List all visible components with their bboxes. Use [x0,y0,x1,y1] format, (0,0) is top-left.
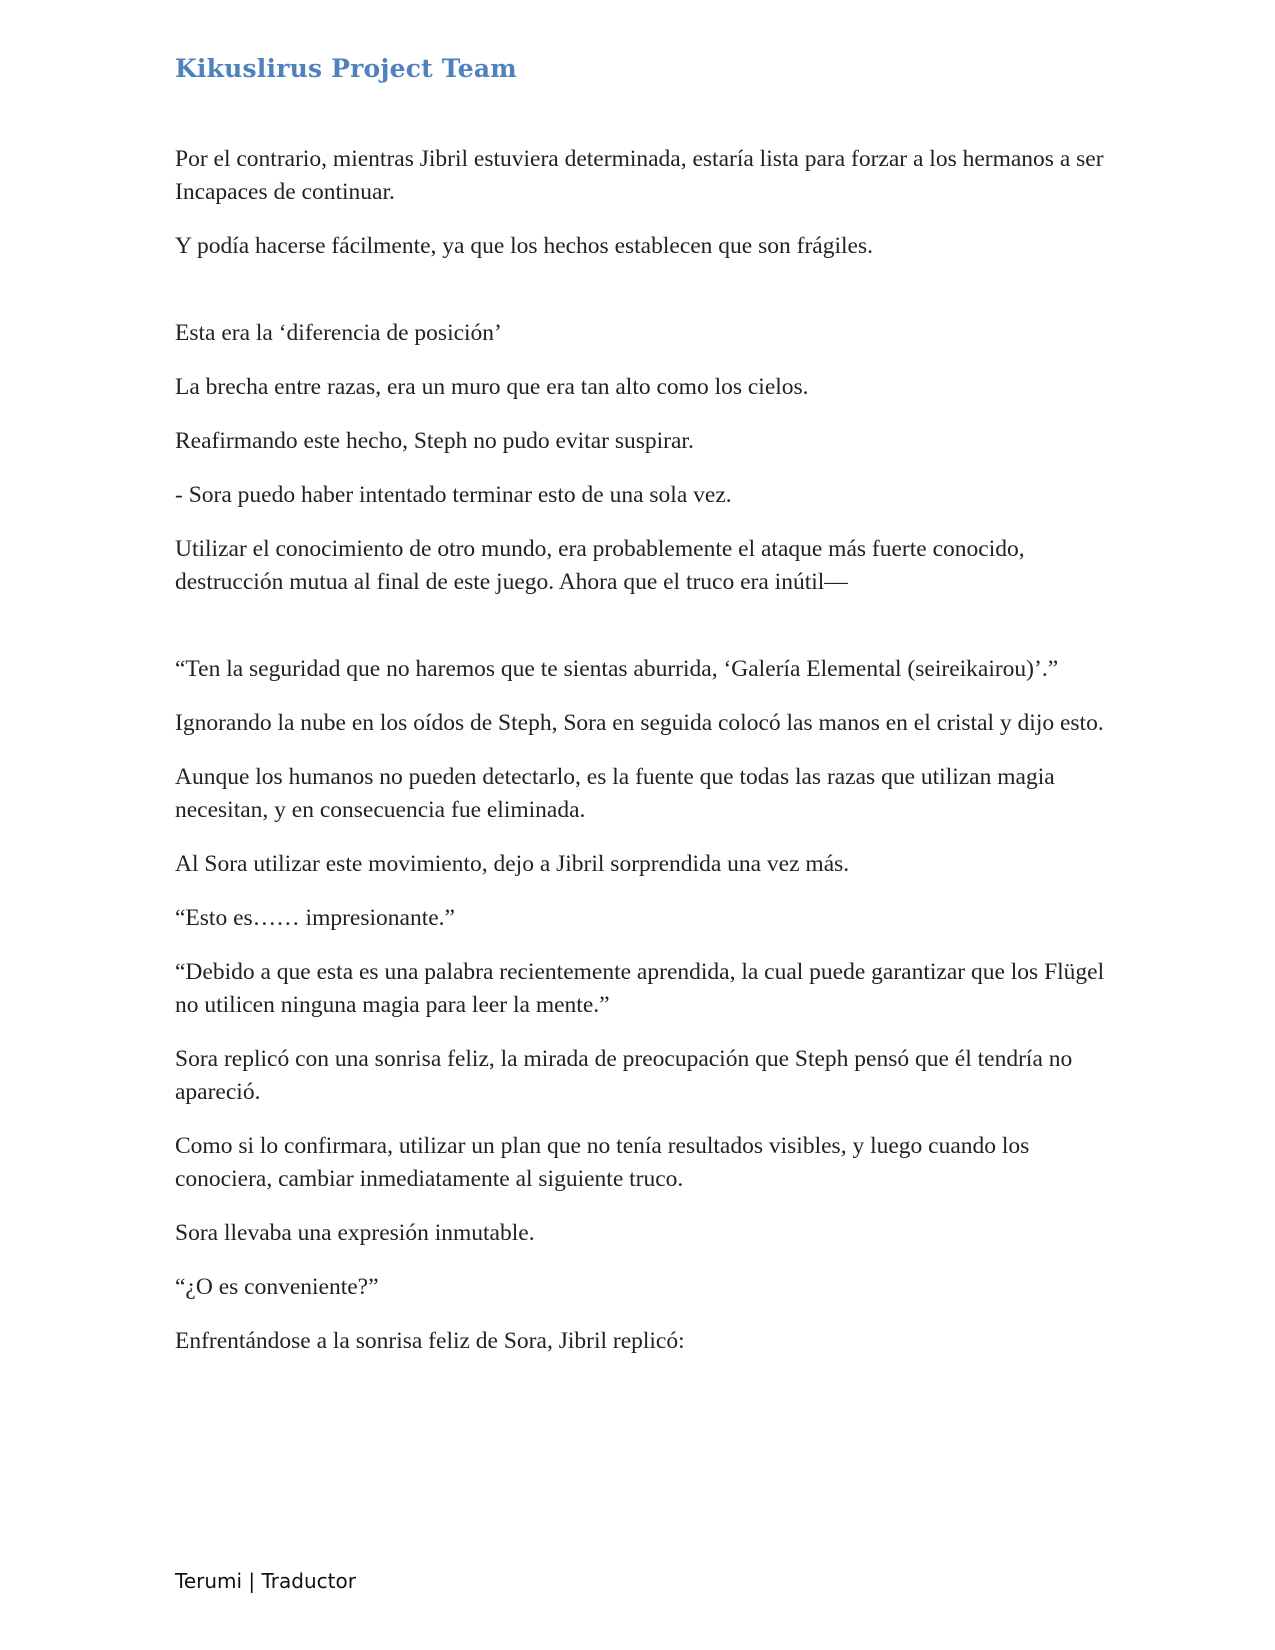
paragraph: Y podía hacerse fácilmente, ya que los hechos establecen que son frágiles. [175,233,873,259]
paragraph: La brecha entre razas, era un muro que era tan alto como los cielos. [175,374,809,400]
paragraph: Sora replicó con una sonrisa feliz, la mirada de preocupación que Steph pensó que él tendría no apareció. [175,1046,1073,1105]
paragraph: Por el contrario, mientras Jibril estuviera determinada, estaría lista para forzar a los hermanos a ser Incapaces de continuar. [175,146,1104,205]
paragraph: Enfrentándose a la sonrisa feliz de Sora, Jibril replicó: [175,1328,685,1354]
paragraph: “¿O es conveniente?” [175,1274,379,1300]
footer-credit: Terumi | Traductor [175,1569,356,1593]
paragraph: “Ten la seguridad que no haremos que te sientas aburrida, ‘Galería Elemental (seireikairou)’.” [175,656,1059,682]
paragraph: Esta era la ‘diferencia de posición’ [175,320,502,346]
paragraph: “Debido a que esta es una palabra recientemente aprendida, la cual puede garantizar que los Flügel no utilicen ninguna magia para leer la mente.” [175,959,1105,1018]
paragraph: - Sora puedo haber intentado terminar esto de una sola vez. [175,482,732,508]
paragraph: “Esto es…… impresionante.” [175,905,455,931]
header-title: Kikuslirus Project Team [175,54,517,83]
paragraph: Ignorando la nube en los oídos de Steph, Sora en seguida colocó las manos en el cristal y dijo esto. [175,710,1104,736]
paragraph: Reafirmando este hecho, Steph no pudo evitar suspirar. [175,428,694,454]
paragraph: Utilizar el conocimiento de otro mundo, era probablemente el ataque más fuerte conocido, destrucción mutua al final de este juego. Ahora que el truco era inútil— [175,536,1025,595]
paragraph: Como si lo confirmara, utilizar un plan que no tenía resultados visibles, y luego cuando los conociera, cambiar inmediatamente al siguiente truco. [175,1133,1030,1192]
paragraph: Sora llevaba una expresión inmutable. [175,1220,535,1246]
paragraph: Aunque los humanos no pueden detectarlo, es la fuente que todas las razas que utilizan magia necesitan, y en consecuencia fue eliminada. [175,764,1055,823]
body-text [175,143,1105,1379]
paragraph: Al Sora utilizar este movimiento, dejo a Jibril sorprendida una vez más. [175,851,850,877]
